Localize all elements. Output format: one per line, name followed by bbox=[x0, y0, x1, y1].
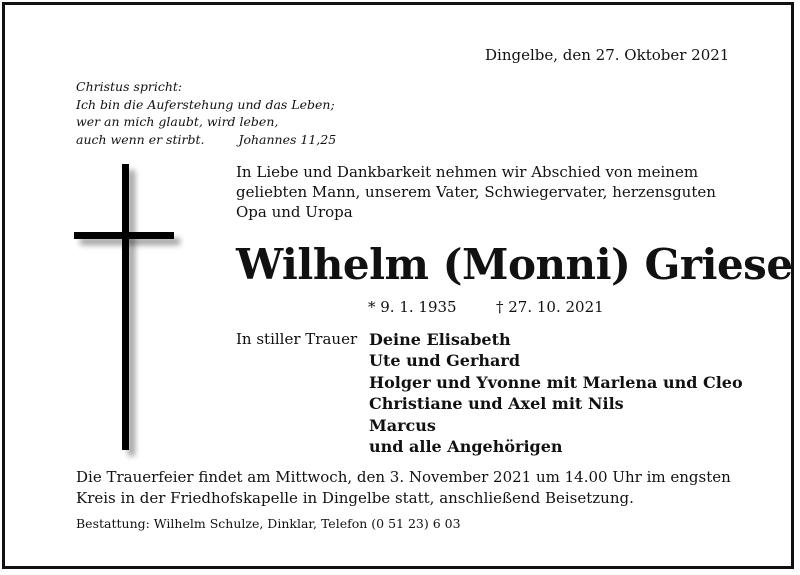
intro-text: In Liebe und Dankbarkeit nehmen wir Abschied von meinem geliebten Mann, unserem Vater, Schwiegervater, herzensguten Opa und Uropa bbox=[236, 163, 716, 221]
funeral-info: Die Trauerfeier findet am Mittwoch, den 3. November 2021 um 14.00 Uhr im engsten Kreis in der Friedhofskapelle in Dingelbe statt, anschließend Beisetzung. bbox=[76, 468, 731, 507]
mourner-entry: Christiane und Axel mit Nils bbox=[369, 394, 624, 414]
deceased-name: Wilhelm (Monni) Griese bbox=[236, 240, 793, 289]
undertaker-info: Bestattung: Wilhelm Schulze, Dinklar, Telefon (0 51 23) 6 03 bbox=[76, 516, 461, 531]
place-date: Dingelbe, den 27. Oktober 2021 bbox=[485, 46, 730, 64]
bible-verse bbox=[76, 78, 336, 148]
verse-line-3: wer an mich glaubt, wird leben, bbox=[76, 114, 279, 129]
verse-line-4 bbox=[76, 131, 336, 149]
mourners-list bbox=[369, 329, 743, 457]
mourner-entry: Deine Elisabeth bbox=[369, 330, 511, 349]
mourning-label: In stiller Trauer bbox=[236, 330, 358, 348]
cross-vertical-beam bbox=[122, 164, 129, 450]
mourner-entry: und alle Angehörigen bbox=[369, 437, 563, 457]
mourner-entry: Marcus bbox=[369, 415, 436, 435]
verse-line-4-text: auch wenn er stirbt. bbox=[76, 131, 205, 147]
latin-cross-icon bbox=[74, 164, 184, 454]
mourner-entry: Holger und Yvonne mit Marlena und Cleo bbox=[369, 372, 743, 392]
mourner-entry: Ute und Gerhard bbox=[369, 351, 521, 371]
death-date: † 27. 10. 2021 bbox=[496, 298, 604, 316]
cross-horizontal-beam bbox=[74, 232, 174, 239]
verse-line-1: Christus spricht: bbox=[76, 79, 183, 94]
verse-reference: Johannes 11,25 bbox=[238, 131, 337, 147]
birth-date: * 9. 1. 1935 bbox=[368, 298, 457, 316]
verse-line-2: Ich bin die Auferstehung und das Leben; bbox=[76, 96, 335, 112]
